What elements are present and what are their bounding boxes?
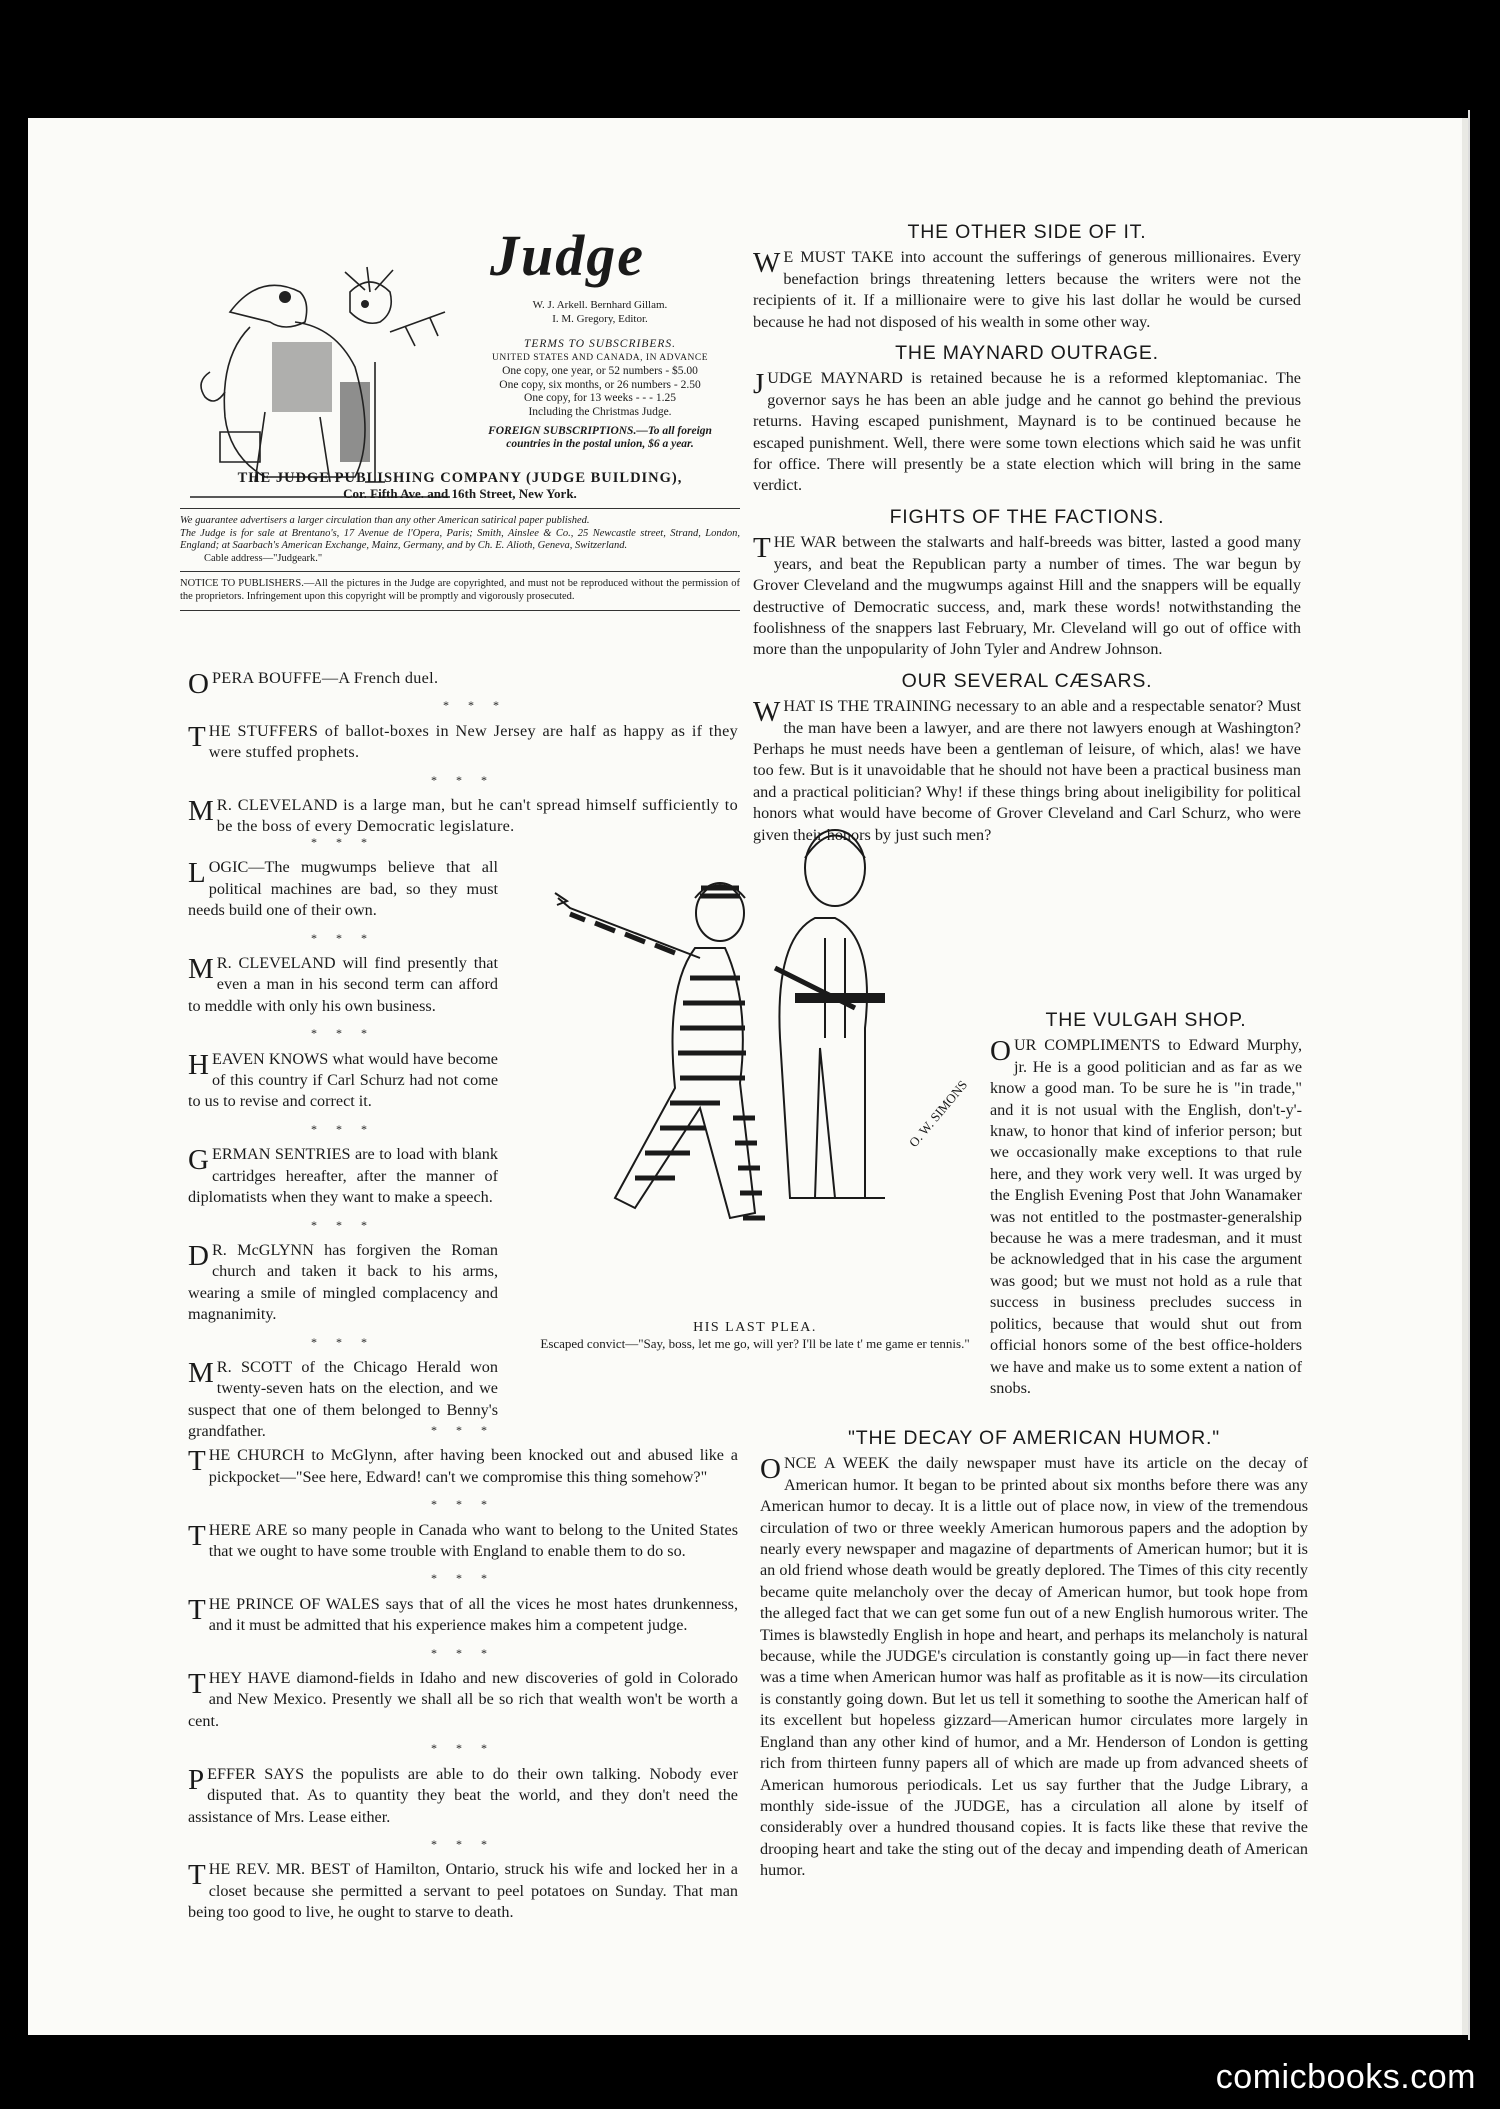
paragraph: D R. McGLYNN has forgiven the Roman church and taken it back to his arms, wearing a smile of mingled complacency and magnanimity. (188, 1239, 498, 1324)
terms-row: One copy, six months, or 26 numbers - 2.50 (499, 378, 701, 391)
paragraph: PEFFER SAYS the populists are able to do their own talking. Nobody ever disputed that. As to quantity they beat the world, and they don't need the assistance of Mrs. Lease either. (188, 1763, 738, 1826)
judge-logo: Judge (490, 223, 645, 288)
separator: * * * (431, 1423, 495, 1437)
paragraph: W E MUST TAKE into account the sufferings of generous millionaires. Every benefaction brings threatening letters because the writers were not the recipients of it. If a millionaire were to give his last dollar he would be cursed because he had not disposed of his wealth in some other way. (753, 247, 1301, 331)
paragraph: OUR COMPLIMENTS to Edward Murphy, jr. He is a good politician and as far as we know a good man. To be sure he is "in trade," and it is not usual with the English, don't-y'-knaw, to honor that kind of inferior person; but we occasionally make exceptions to that rule here, and they work very well. It was urged by the English Evening Post that John Wanamaker was not entitled to the postmaster-generalship because he was a mere tradesman, and it must be acknowledged that in his case the argument was good; but we must not hold as a rule that success in business precludes success in politics, because that would shut out from official honors some of the best office-holders we have and make us to some extent a nation of snobs. (990, 1035, 1302, 1397)
judge-illustration (190, 252, 460, 507)
separator: * * * (431, 1497, 495, 1512)
paragraph: JUDGE MAYNARD is retained because he is a reformed kleptomaniac. The governor says he has been an able judge and he cannot go behind the previous returns. Having escaped punishment, Maynard is to be continued because he escaped punishment. Well, there were some town elections which said he was unfit for office. There will presently be a state election which will bring in the same verdict. (753, 368, 1301, 495)
advertiser-guarantee: We guarantee advertisers a larger circulation than any other American satirical paper published. (180, 515, 590, 526)
article-heading: FIGHTS OF THE FACTIONS. (889, 505, 1165, 528)
convict-policeman-illustration (495, 818, 995, 1318)
separator: * * * (431, 1836, 495, 1851)
separator: * * * (442, 698, 507, 713)
publishers-line: W. J. Arkell. Bernhard Gillam. (532, 299, 668, 311)
separator: * * * (431, 1741, 495, 1756)
paragraph: M R. SCOTT of the Chicago Herald won twenty-seven hats on the election, and we suspect that one of them belonged to Benny's grandfather. (188, 1356, 498, 1441)
publisher-block (180, 470, 740, 617)
article-heading: THE MAYNARD OUTRAGE. (895, 342, 1159, 365)
left-column-lower (188, 1418, 738, 1930)
separator: * * * (311, 1217, 375, 1232)
cable-address: Cable address—"Judgeark." (204, 552, 323, 564)
separator: * * * (311, 1121, 375, 1136)
left-column-narrow (188, 830, 498, 1449)
separator: * * * (311, 930, 375, 945)
divider (180, 610, 740, 611)
paragraph: GERMAN SENTRIES are to load with blank cartridges hereafter, after the manner of diplomatists when they want to make a speech. (188, 1144, 498, 1207)
separator: * * * (311, 1026, 375, 1041)
separator: * * * (431, 1571, 495, 1586)
paragraph: THERE ARE so many people in Canada who want to belong to the United States that we ought to have some trouble with England to enable them to do so. (188, 1519, 738, 1561)
terms-row: Including the Christmas Judge. (528, 405, 672, 418)
editor-line: I. M. Gregory, Editor. (552, 313, 648, 325)
caption-title: HIS LAST PLEA. (693, 1320, 817, 1335)
article-heading: OUR SEVERAL CÆSARS. (901, 669, 1153, 692)
paragraph: THE PRINCE OF WALES says that of all the vices he most hates drunkenness, and it must be admitted that his experience makes him a competent judge. (188, 1593, 738, 1635)
caption-text: Escaped convict—"Say, boss, let me go, will yer? I'll be late t' me game er tennis." (540, 1336, 970, 1351)
terms-row: One copy, one year, or 52 numbers - $5.00 (502, 365, 698, 378)
right-column-bottom (760, 1418, 1308, 1888)
divider (180, 508, 740, 509)
publisher-address: Cor. Fifth Ave. and 16th Street, New York. (343, 486, 577, 501)
separator: * * * (431, 772, 495, 787)
terms-row: One copy, for 13 weeks - - - 1.25 (524, 392, 676, 405)
right-column-top (753, 212, 1301, 852)
paragraph: THE WAR between the stalwarts and half-breeds was bitter, lasted a good many years, and beat the Republican party a number of times. The war begun by Grover Cleveland and the mugwumps against Hill and the snappers will be equally destructive of Democratic success, and, mark these words! notwithstanding the foolishness of the snappers last February, Mr. Cleveland will go out of office with more than the unpopularity of John Tyler and Andrew Johnson. (753, 532, 1301, 659)
paragraph: THE CHURCH to McGlynn, after having been knocked out and abused like a pickpocket—"See here, Edward! can't we compromise this thing somehow?" (188, 1445, 738, 1486)
terms-title: TERMS TO SUBSCRIBERS. (523, 338, 677, 350)
article-heading: "THE DECAY OF AMERICAN HUMOR." (848, 1427, 1220, 1449)
paragraph: THEY HAVE diamond-fields in Idaho and new discoveries of gold in Colorado and New Mexico. Presently we shall all be so rich that wealth won't be worth a cent. (188, 1668, 738, 1730)
next-page-edge (1468, 110, 1470, 2040)
terms-region: UNITED STATES AND CANADA, IN ADVANCE (491, 352, 709, 363)
illustration-caption (540, 1320, 970, 1352)
paragraph: ONCE A WEEK the daily newspaper must have its article on the decay of American humor. It began to be printed about six months before there was any American humor to decay. It is a little out of place now, in view of the tremendous circulation of two or three weekly American humorous papers and the adoption by nearly every newspaper and magazine of departments of American humor; but it is an old friend whose death would be greatly deplored. The Times of this city recently became quite melancholy over the decay of American humor, but took hope from the alleged fact that we can get some fun out of a new English humorous writer. The Times is blawstedly English in hope and heart, and perhaps its melancholy is natural because, while the JUDGE's circulation is constantly going up—in fact there never was a time when American humor was half as profitable as it is now—its circulation is constantly going down. But let us tell it something to soothe the American half of its excellent but hopeless gizzard—American humor circulates more largely in England than any other kind of humor, and a Mr. Henderson of London is getting rich from thirteen funny papers all of which are made up from advanced sheets of American humorous periodicals. Let us say further that the Judge Library, a monthly side-issue of the JUDGE, has a circulation all alone by itself of considerably over a hundred thousand copies. It is facts like these that revive the drooping heart and take the sting out of the decay and impending death of American humor. (760, 1453, 1308, 1880)
paragraph: THE STUFFERS of ballot-boxes in New Jersey are half as happy as if they were stuffed prophets. (188, 720, 738, 762)
separator: * * * (311, 1334, 375, 1349)
notice-to-publishers: NOTICE TO PUBLISHERS.—All the pictures in the Judge are copyrighted, and must not be reproduced without the permission of the proprietors. Infringement upon this copyright will be promptly and vigorously prosecuted. (180, 578, 740, 602)
paragraph: THE REV. MR. BEST of Hamilton, Ontario, struck his wife and locked her in a closet because she permitted a servant to peel potatoes on Sunday. That man being too good to live, he ought to starve to death. (188, 1859, 738, 1922)
publisher-name: THE JUDGE PUBLISHING COMPANY (JUDGE BUILDING), (237, 470, 683, 486)
paragraph: M R. CLEVELAND is a large man, but he can't spread himself sufficiently to be the boss of every Democratic legislature. (188, 795, 738, 836)
paragraph: WHAT IS THE TRAINING necessary to an able and a respectable senator? Must the man have been a lawyer, and are there not lawyers enough at Washington? Perhaps he must needs have been a gentleman of leisure, of which, alas! we have too few. But is it unavoidable that he should not have been a practical business man and a practical politician? Why! if these things bring about ineligibility for political honors what would have become of Grover Cleveland and Carl Schurz, who were given their honors by just such men? (753, 696, 1301, 844)
subscription-terms (465, 338, 735, 452)
separator: * * * (311, 835, 375, 849)
staff-names (470, 298, 730, 326)
article-heading: THE VULGAH SHOP. (1045, 1009, 1247, 1031)
paragraph: M R. CLEVELAND will find presently that even a man in his second term can afford to meddle with only his own business. (188, 953, 498, 1015)
separator: * * * (431, 1645, 495, 1660)
site-watermark: comicbooks.com (1215, 2058, 1476, 2096)
article-heading: THE OTHER SIDE OF IT. (907, 221, 1147, 243)
paragraph: LOGIC—The mugwumps believe that all political machines are bad, so they must needs build one of their own. (188, 857, 498, 920)
paragraph: HEAVEN KNOWS what would have become of this country if Carl Schurz had not come to us to revise and correct it. (188, 1048, 498, 1111)
artist-signature: O. W. SIMONS (905, 1077, 971, 1150)
sale-locations: The Judge is for sale at Brentano's, 17 Avenue de l'Opera, Paris; Smith, Ainslee & Co., 25 Newcastle street, Strand, London, England; at Saarbach's American Exchange, Mainz, Germany, and by Ch. E. Alioth, Geneva, Switzerland. (180, 527, 740, 552)
divider (180, 571, 740, 572)
paragraph: OPERA BOUFFE—A French duel. (188, 668, 439, 700)
right-column-middle (990, 1000, 1302, 1405)
foreign-subscriptions: FOREIGN SUBSCRIPTIONS.—To all foreign countries in the postal union, $6 a year. (488, 424, 712, 451)
